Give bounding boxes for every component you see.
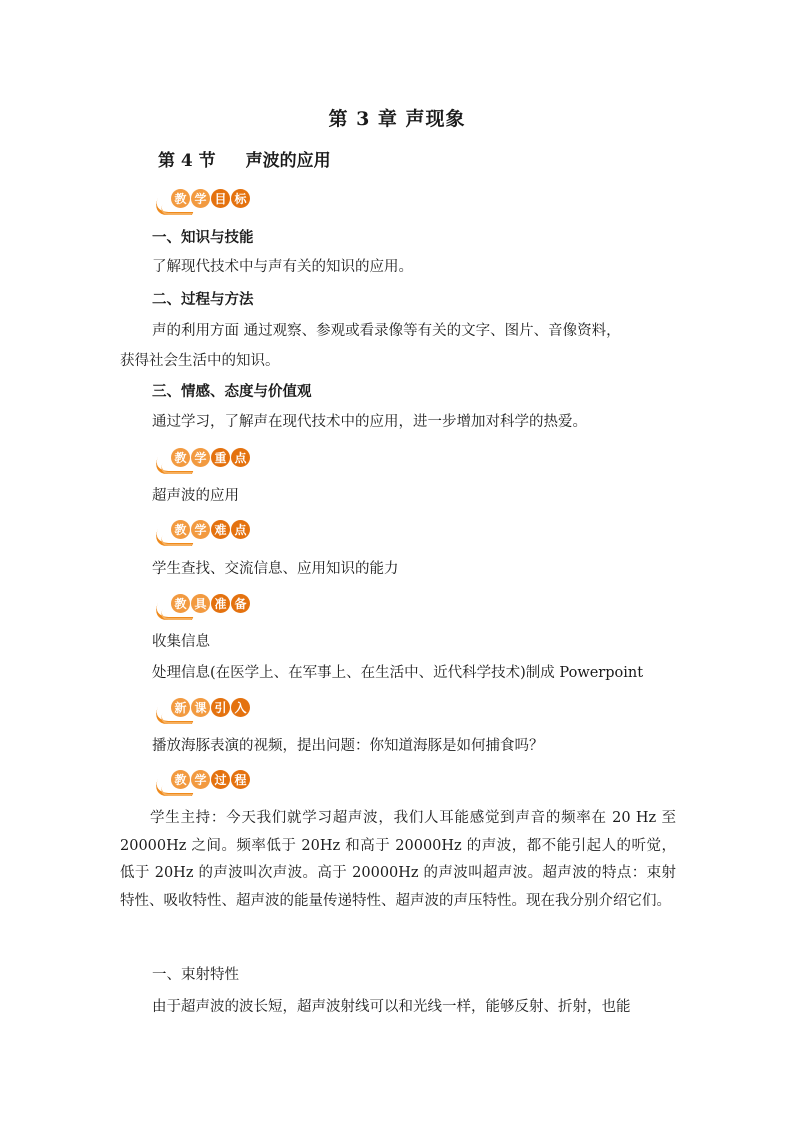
badge-char: 备 bbox=[231, 594, 250, 613]
badge-char: 难 bbox=[211, 520, 230, 539]
badge-char: 具 bbox=[191, 594, 210, 613]
badge-char: 教 bbox=[171, 594, 190, 613]
materials-line-1: 收集信息 bbox=[152, 634, 210, 650]
objective-text-1: 了解现代技术中与声有关的知识的应用。 bbox=[152, 259, 413, 275]
badge-char: 课 bbox=[191, 698, 210, 717]
badge-char: 目 bbox=[211, 189, 230, 208]
badge-char: 引 bbox=[211, 698, 230, 717]
badge-char: 新 bbox=[171, 698, 190, 717]
badge-char: 学 bbox=[191, 189, 210, 208]
badge-char: 程 bbox=[231, 770, 250, 789]
badge-char: 教 bbox=[171, 189, 190, 208]
section-number: 第 4 节 bbox=[158, 151, 216, 171]
introduction-badge bbox=[154, 695, 258, 725]
badge-char: 入 bbox=[231, 698, 250, 717]
process-subheading-1: 一、束射特性 bbox=[152, 967, 239, 983]
objective-heading-3: 三、情感、态度与价值观 bbox=[152, 383, 312, 400]
section-name: 声波的应用 bbox=[245, 151, 331, 171]
objective-heading-1: 一、知识与技能 bbox=[152, 229, 254, 246]
materials-badge bbox=[154, 591, 258, 621]
badge-char: 准 bbox=[211, 594, 230, 613]
materials-line-2: 处理信息(在医学上、在军事上、在生活中、近代科学技术)制成 Powerpoint bbox=[152, 665, 644, 681]
badge-char: 学 bbox=[191, 448, 210, 467]
badge-char: 教 bbox=[171, 770, 190, 789]
process-paragraph-1: 学生主持：今天我们就学习超声波，我们人耳能感觉到声音的频率在 20 Hz 至 20000Hz 之间。频率低于 20Hz 和高于 20000Hz 的声波，都不能引起人的听觉，低于 20Hz 的声波叫次声波。高于 20000Hz 的声波叫超声波。超声波的特点：束射特性、吸收特性、超声波的能量传递特性、超声波的声压特性。现在我分别介绍它们。 bbox=[120, 810, 676, 909]
badge-char: 学 bbox=[191, 520, 210, 539]
difficulties-badge bbox=[154, 517, 258, 547]
objective-text-2b: 获得社会生活中的知识。 bbox=[120, 353, 280, 369]
badge-char: 标 bbox=[231, 189, 250, 208]
objectives-badge bbox=[154, 186, 258, 216]
objective-text-2a: 声的利用方面 通过观察、参观或看录像等有关的文字、图片、音像资料， bbox=[152, 323, 621, 339]
section-title bbox=[158, 146, 331, 171]
key-points-text: 超声波的应用 bbox=[152, 488, 239, 504]
badge-char: 教 bbox=[171, 520, 190, 539]
process-badge bbox=[154, 767, 258, 797]
key-points-badge bbox=[154, 445, 258, 475]
process-paragraph-2: 由于超声波的波长短，超声波射线可以和光线一样，能够反射、折射，也能 bbox=[152, 999, 631, 1015]
badge-char: 过 bbox=[211, 770, 230, 789]
objective-heading-2: 二、过程与方法 bbox=[152, 291, 254, 308]
difficulties-text: 学生查找、交流信息、应用知识的能力 bbox=[152, 561, 399, 577]
chapter-title: 第 3 章 声现象 bbox=[328, 108, 466, 130]
badge-char: 点 bbox=[231, 448, 250, 467]
badge-char: 点 bbox=[231, 520, 250, 539]
introduction-text: 播放海豚表演的视频，提出问题：你知道海豚是如何捕食吗？ bbox=[152, 738, 544, 754]
badge-char: 重 bbox=[211, 448, 230, 467]
badge-char: 学 bbox=[191, 770, 210, 789]
objective-text-3: 通过学习，了解声在现代技术中的应用，进一步增加对科学的热爱。 bbox=[152, 414, 587, 430]
badge-char: 教 bbox=[171, 448, 190, 467]
